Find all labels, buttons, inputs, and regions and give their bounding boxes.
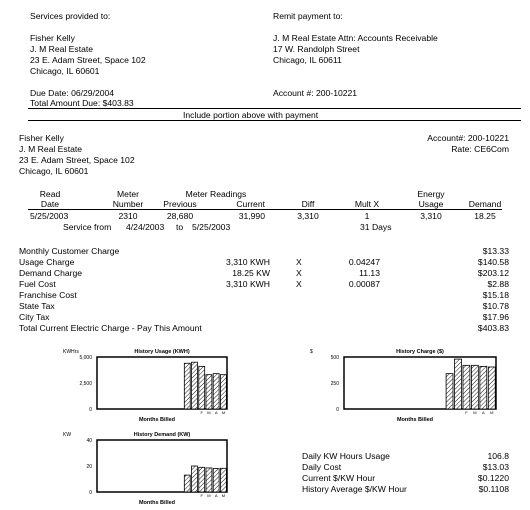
charge-label-city-tax: City Tax bbox=[19, 312, 50, 322]
charge-rate-demand: 11.13 bbox=[359, 268, 380, 278]
charge-amount-monthly-customer: $13.33 bbox=[482, 246, 509, 256]
services-header: Services provided to: bbox=[30, 11, 111, 21]
x-axis-label: Months Billed bbox=[138, 417, 176, 423]
bill-customer-city: Chicago, IL 60601 bbox=[19, 166, 89, 176]
summary-value-history-avg: $0.1108 bbox=[478, 484, 509, 494]
charge-qty-fuel: 3,310 KWH bbox=[226, 279, 270, 289]
total-amount-due: Total Amount Due: $403.83 bbox=[30, 98, 134, 108]
charge-rate-usage: 0.04247 bbox=[348, 257, 380, 267]
reading-date: 5/25/2003 bbox=[30, 211, 69, 221]
charge-label-monthly-customer: Monthly Customer Charge bbox=[19, 246, 120, 256]
y-tick-label: 0 bbox=[89, 407, 92, 413]
history-demand-chart bbox=[40, 426, 250, 506]
charge-label-usage: Usage Charge bbox=[19, 257, 75, 267]
summary-value-daily-cost: $13.03 bbox=[482, 462, 509, 472]
col-diff: Diff bbox=[301, 199, 315, 209]
y-tick-label: 250 bbox=[330, 381, 339, 387]
x-axis-label: Months Billed bbox=[138, 500, 176, 506]
x-tick-label: M bbox=[207, 410, 211, 415]
charge-label-total: Total Current Electric Charge - Pay This Amount bbox=[19, 323, 202, 333]
bar bbox=[184, 475, 190, 492]
charge-x-demand: X bbox=[296, 268, 302, 278]
service-from-date: 4/24/2003 bbox=[126, 222, 165, 232]
charge-amount-franchise: $15.18 bbox=[482, 290, 509, 300]
y-tick-label: 20 bbox=[86, 464, 92, 470]
x-axis-label: Months Billed bbox=[396, 417, 434, 423]
history-charge-chart bbox=[310, 343, 520, 423]
history-usage-chart bbox=[40, 343, 250, 423]
x-tick-label: F bbox=[200, 493, 203, 498]
bar bbox=[206, 468, 212, 492]
col-mult: Mult X bbox=[354, 199, 380, 209]
y-axis-label: KWHrs bbox=[63, 349, 79, 355]
col-read-date-1: Read bbox=[39, 189, 61, 199]
reading-meter-number: 2310 bbox=[118, 211, 138, 221]
bar bbox=[184, 363, 190, 409]
reading-mult: 1 bbox=[364, 211, 370, 221]
col-previous: Previous bbox=[163, 199, 197, 209]
charge-label-demand: Demand Charge bbox=[19, 268, 83, 278]
charge-x-fuel: X bbox=[296, 279, 302, 289]
col-current: Current bbox=[236, 199, 265, 209]
reading-demand: 18.25 bbox=[474, 211, 496, 221]
col-meter-1: Meter bbox=[117, 189, 139, 199]
bar bbox=[471, 365, 478, 409]
reading-diff: 3,310 bbox=[297, 211, 319, 221]
bill-customer-street: 23 E. Adam Street, Space 102 bbox=[19, 155, 135, 165]
bar bbox=[480, 366, 487, 409]
y-tick-label: 0 bbox=[89, 490, 92, 496]
reading-energy-usage: 3,310 bbox=[420, 211, 442, 221]
charge-label-state-tax: State Tax bbox=[19, 301, 55, 311]
readings-header-rule bbox=[28, 209, 502, 210]
x-tick-label: F bbox=[465, 410, 468, 415]
x-tick-label: M bbox=[207, 493, 211, 498]
bill-customer-name: Fisher Kelly bbox=[19, 133, 64, 143]
charge-amount-total: $403.83 bbox=[477, 323, 509, 333]
bar bbox=[488, 367, 495, 409]
bar bbox=[199, 366, 205, 409]
col-energy-1: Energy bbox=[417, 189, 445, 199]
chart-title: History Usage (KWH) bbox=[134, 349, 190, 355]
y-tick-label: 0 bbox=[336, 407, 339, 413]
y-tick-label: 500 bbox=[330, 355, 339, 361]
x-tick-label: A bbox=[214, 410, 218, 415]
bill-account-number: Account#: 200-10221 bbox=[427, 133, 509, 143]
bar bbox=[192, 362, 198, 409]
y-axis-label: KW bbox=[63, 432, 72, 438]
summary-label-daily-cost: Daily Cost bbox=[302, 462, 342, 472]
service-to-label: to bbox=[176, 222, 184, 232]
bar bbox=[455, 359, 462, 409]
remit-header: Remit payment to: bbox=[273, 11, 343, 21]
bar bbox=[192, 466, 198, 492]
x-tick-label: A bbox=[214, 493, 218, 498]
bill-customer-company: J. M Real Estate bbox=[19, 144, 83, 154]
summary-label-current-rate: Current $/KW Hour bbox=[302, 473, 376, 483]
remit-street: 17 W. Randolph Street bbox=[273, 44, 360, 54]
charge-label-franchise: Franchise Cost bbox=[19, 290, 77, 300]
summary-value-daily-kwh: 106.8 bbox=[487, 451, 509, 461]
reading-previous: 28,680 bbox=[166, 211, 194, 221]
remit-company: J. M Real Estate Attn: Accounts Receivable bbox=[273, 33, 438, 43]
stub-account-number: Account #: 200-10221 bbox=[273, 88, 358, 98]
col-energy-2: Usage bbox=[418, 199, 444, 209]
stub-divider-lower bbox=[28, 120, 521, 121]
y-tick-label: 2,500 bbox=[79, 381, 92, 387]
bar bbox=[463, 365, 470, 409]
bar bbox=[213, 469, 219, 492]
charge-rate-fuel: 0.00087 bbox=[348, 279, 380, 289]
x-tick-label: M bbox=[490, 410, 494, 415]
charge-amount-state-tax: $10.78 bbox=[482, 301, 509, 311]
x-tick-label: M bbox=[473, 410, 477, 415]
x-tick-label: M bbox=[221, 493, 226, 498]
x-tick-label: F bbox=[200, 410, 203, 415]
service-to-date: 5/25/2003 bbox=[192, 222, 231, 232]
charge-qty-demand: 18.25 KW bbox=[232, 268, 270, 278]
col-demand: Demand bbox=[468, 199, 502, 209]
bar bbox=[206, 375, 212, 409]
x-tick-label: A bbox=[481, 410, 485, 415]
service-days: 31 Days bbox=[360, 222, 392, 232]
chart-title: History Demand (KW) bbox=[133, 432, 191, 438]
charge-amount-city-tax: $17.96 bbox=[482, 312, 509, 322]
service-from-label: Service from bbox=[63, 222, 112, 232]
charge-amount-usage: $140.58 bbox=[477, 257, 509, 267]
y-tick-label: 40 bbox=[86, 438, 92, 444]
stub-customer-street: 23 E. Adam Street, Space 102 bbox=[30, 55, 146, 65]
rate-code: Rate: CE6Com bbox=[451, 144, 509, 154]
charge-label-fuel: Fuel Cost bbox=[19, 279, 56, 289]
bar bbox=[220, 375, 226, 409]
stub-customer-company: J. M Real Estate bbox=[30, 44, 94, 54]
reading-current: 31,990 bbox=[238, 211, 265, 221]
charge-amount-demand: $203.12 bbox=[477, 268, 509, 278]
stub-customer-name: Fisher Kelly bbox=[30, 33, 75, 43]
y-tick-label: 5,000 bbox=[79, 355, 92, 361]
due-date: Due Date: 06/29/2004 bbox=[30, 88, 115, 98]
stub-divider bbox=[28, 108, 521, 109]
bar bbox=[446, 374, 453, 409]
col-meter-readings: Meter Readings bbox=[185, 189, 247, 199]
charge-x-usage: X bbox=[296, 257, 302, 267]
chart-title: History Charge ($) bbox=[396, 349, 444, 355]
col-read-date-2: Date bbox=[40, 199, 60, 209]
remit-city: Chicago, IL 60611 bbox=[273, 55, 342, 65]
x-tick-label: M bbox=[221, 410, 226, 415]
stub-customer-city: Chicago, IL 60601 bbox=[30, 66, 100, 76]
include-portion-note: Include portion above with payment bbox=[183, 110, 319, 120]
summary-label-history-avg: History Average $/KW Hour bbox=[302, 484, 407, 494]
summary-label-daily-kwh: Daily KW Hours Usage bbox=[302, 451, 390, 461]
col-meter-2: Number bbox=[112, 199, 144, 209]
charge-amount-fuel: $2.88 bbox=[487, 279, 509, 289]
summary-value-current-rate: $0.1220 bbox=[477, 473, 509, 483]
bar bbox=[199, 467, 205, 492]
charge-qty-usage: 3,310 KWH bbox=[226, 257, 270, 267]
y-axis-label: $ bbox=[310, 349, 313, 355]
bar bbox=[220, 468, 226, 492]
bar bbox=[213, 374, 219, 409]
